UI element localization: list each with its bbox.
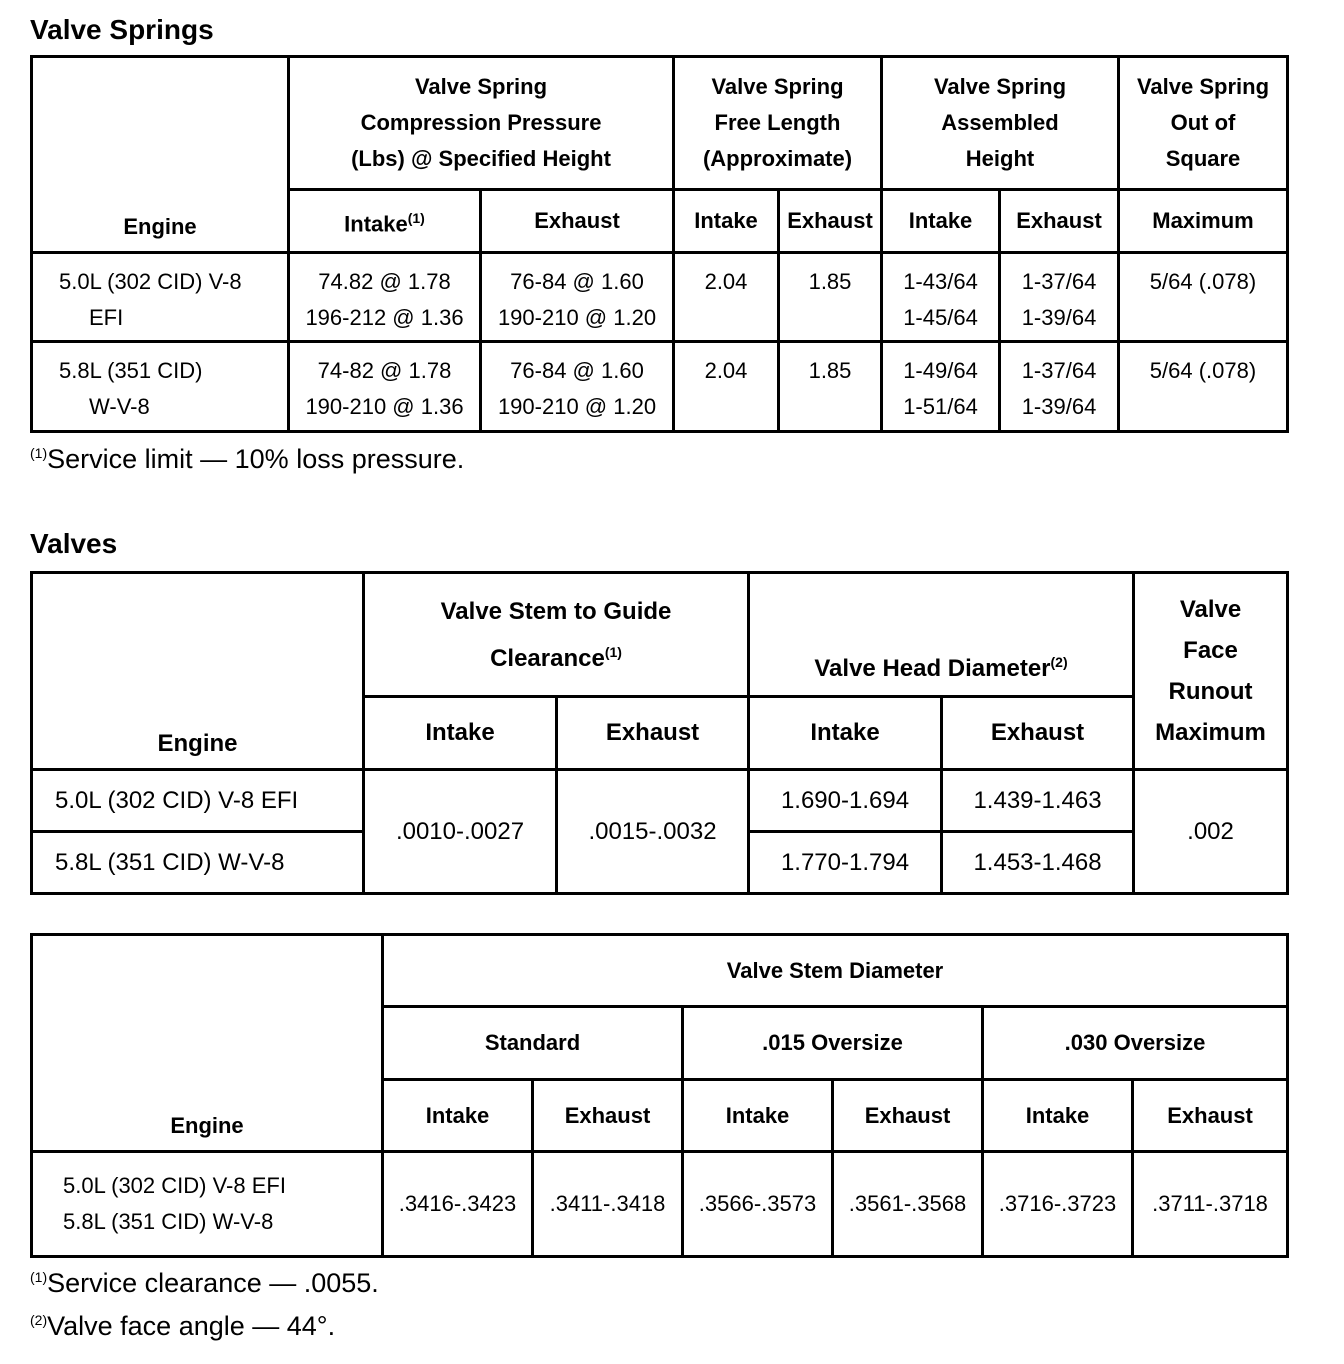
valves-title: Valves: [30, 528, 118, 559]
head-exhaust: 1.439-1.463: [942, 770, 1134, 832]
sub-header: Exhaust: [942, 697, 1134, 770]
engine-header: Engine: [32, 57, 289, 253]
valve-stem-diameter-table: [30, 933, 1289, 1258]
head-intake: 1.690-1.694: [749, 770, 942, 832]
sub-header: Intake: [383, 1080, 533, 1152]
out-of-square-header: Valve Spring Out of Square: [1119, 57, 1288, 190]
table-row: [32, 342, 1288, 432]
value-cell: 2.04: [674, 253, 779, 342]
value-cell: .3711-.3718: [1133, 1152, 1288, 1257]
free-length-header: Valve Spring Free Length (Approximate): [674, 57, 882, 190]
group-header: .030 Oversize: [983, 1007, 1288, 1080]
value-cell: 74-82 @ 1.78 190-210 @ 1.36: [289, 342, 481, 432]
value-cell: 1-37/64 1-39/64: [1000, 253, 1119, 342]
sub-header: Intake: [983, 1080, 1133, 1152]
sub-header: Exhaust: [557, 697, 749, 770]
clearance-intake: .0010-.0027: [364, 770, 557, 894]
engine-header: Engine: [32, 935, 383, 1152]
value-cell: 76-84 @ 1.60 190-210 @ 1.20: [481, 253, 674, 342]
engine-cell: 5.0L (302 CID) V-8 EFI: [32, 253, 289, 342]
value-cell: 74.82 @ 1.78 196-212 @ 1.36: [289, 253, 481, 342]
value-cell: 1-49/64 1-51/64: [882, 342, 1000, 432]
stem-diameter-header: Valve Stem Diameter: [383, 935, 1288, 1007]
engine-cell: 5.0L (302 CID) V-8 EFI 5.8L (351 CID) W-V-8: [32, 1152, 383, 1257]
assembled-height-header: Valve Spring Assembled Height: [882, 57, 1119, 190]
face-runout-header: Valve Face Runout Maximum: [1134, 573, 1288, 770]
value-cell: 1.85: [779, 342, 882, 432]
valve-springs-title: Valve Springs: [30, 14, 214, 45]
footnote-1: $^{(1)}$Service clearance — .0055.: [30, 1268, 379, 1298]
engine-header: Engine: [32, 573, 364, 770]
sub-header: Exhaust: [1133, 1080, 1288, 1152]
value-cell: .3566-.3573: [683, 1152, 833, 1257]
head-exhaust: 1.453-1.468: [942, 832, 1134, 894]
value-cell: 1-43/64 1-45/64: [882, 253, 1000, 342]
value-cell: .3416-.3423: [383, 1152, 533, 1257]
valves-table: [30, 571, 1289, 895]
valve-springs-table: [30, 55, 1289, 433]
head-diameter-header: Valve Head Diameter$^{(2)}$: [749, 573, 1134, 697]
table-row: [32, 253, 1288, 342]
value-cell: 5/64 (.078): [1119, 253, 1288, 342]
sub-header: Intake: [749, 697, 942, 770]
springs-footnote: $^{(1)}$Service limit — 10% loss pressure.: [30, 444, 465, 474]
sub-header: Intake: [882, 190, 1000, 253]
sub-header: Intake: [674, 190, 779, 253]
value-cell: 1.85: [779, 253, 882, 342]
group-header: .015 Oversize: [683, 1007, 983, 1080]
stem-guide-clearance-header: Valve Stem to Guide Clearance$^{(1)}$: [364, 573, 749, 697]
face-runout: .002: [1134, 770, 1288, 894]
value-cell: .3561-.3568: [833, 1152, 983, 1257]
value-cell: 5/64 (.078): [1119, 342, 1288, 432]
engine-cell: 5.8L (351 CID) W-V-8: [32, 342, 289, 432]
sub-header: Exhaust: [481, 190, 674, 253]
group-header: Standard: [383, 1007, 683, 1080]
sub-header: Intake$^{(1)}$: [289, 190, 481, 253]
engine-cell: 5.8L (351 CID) W-V-8: [32, 832, 364, 894]
value-cell: .3716-.3723: [983, 1152, 1133, 1257]
sub-header: Exhaust: [1000, 190, 1119, 253]
compression-pressure-header: Valve Spring Compression Pressure (Lbs) @ Specified Height: [289, 57, 674, 190]
value-cell: 76-84 @ 1.60 190-210 @ 1.20: [481, 342, 674, 432]
engine-cell: 5.0L (302 CID) V-8 EFI: [32, 770, 364, 832]
footnote-2: $^{(2)}$Valve face angle — 44°.: [30, 1311, 336, 1341]
sub-header: Exhaust: [833, 1080, 983, 1152]
sub-header: Intake: [364, 697, 557, 770]
value-cell: .3411-.3418: [533, 1152, 683, 1257]
head-intake: 1.770-1.794: [749, 832, 942, 894]
value-cell: 2.04: [674, 342, 779, 432]
value-cell: 1-37/64 1-39/64: [1000, 342, 1119, 432]
sub-header: Exhaust: [533, 1080, 683, 1152]
sub-header: Intake: [683, 1080, 833, 1152]
sub-header: Maximum: [1119, 190, 1288, 253]
clearance-exhaust: .0015-.0032: [557, 770, 749, 894]
sub-header: Exhaust: [779, 190, 882, 253]
